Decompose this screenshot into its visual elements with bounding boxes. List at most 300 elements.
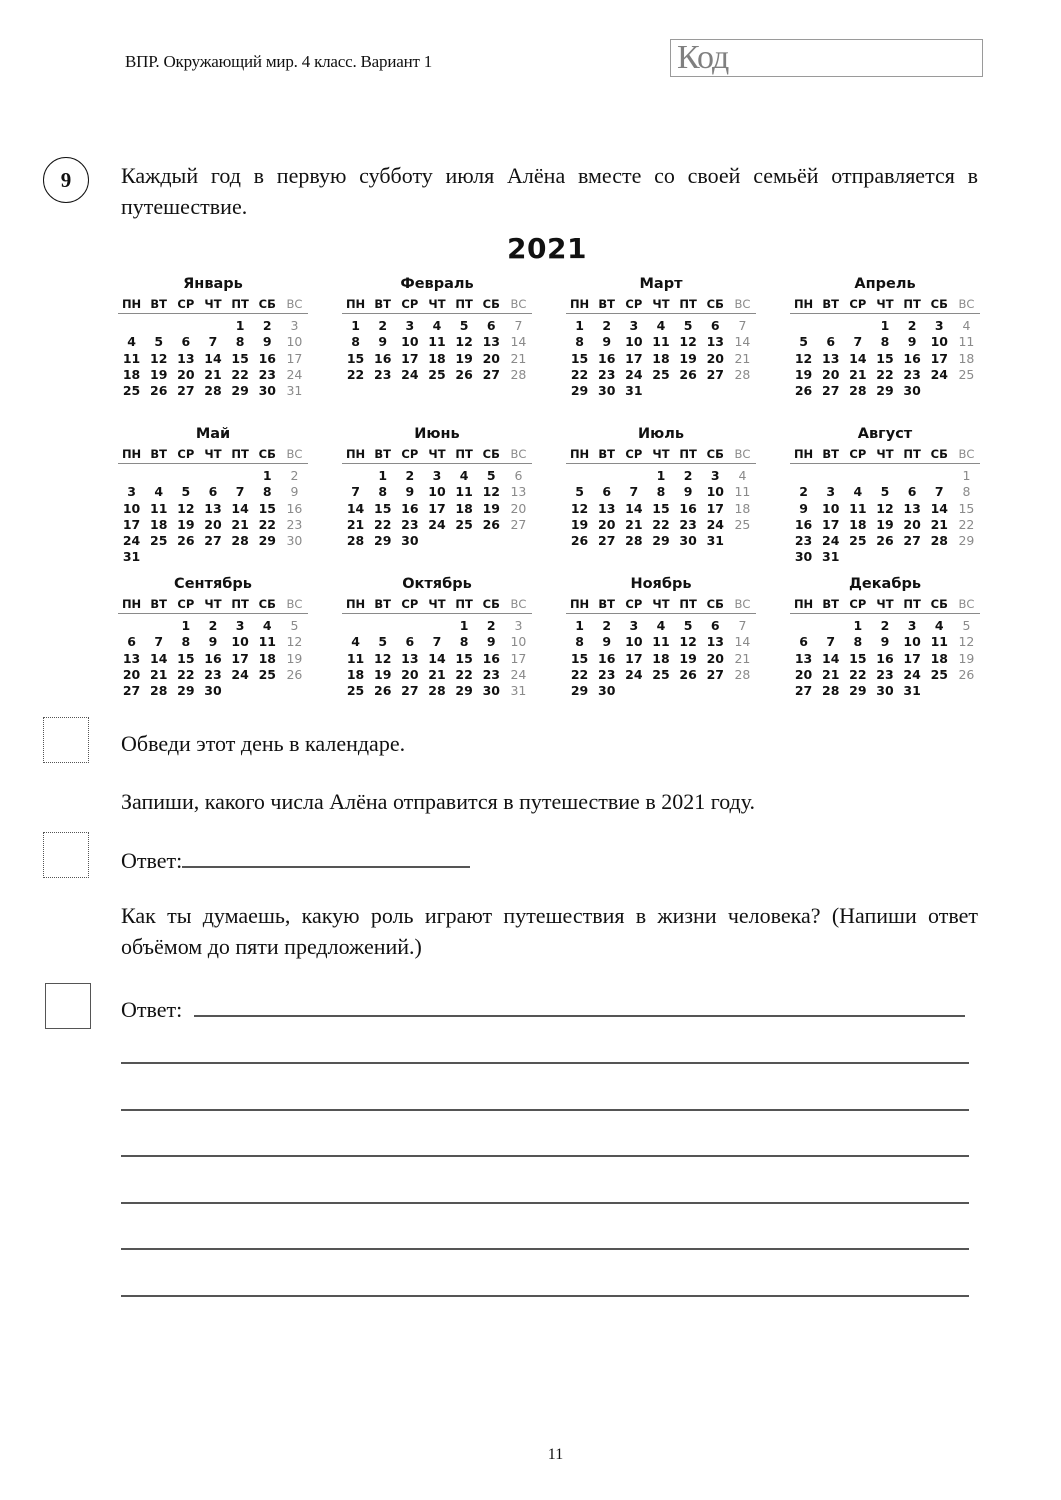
calendar-day[interactable]: 26 — [177, 533, 195, 549]
calendar-day[interactable]: 3 — [826, 484, 836, 500]
calendar-day[interactable]: 20 — [903, 516, 921, 532]
calendar-day[interactable]: 18 — [122, 366, 141, 382]
calendar-day[interactable]: 26 — [958, 666, 975, 682]
calendar-day[interactable]: 16 — [204, 650, 222, 666]
calendar-day[interactable]: 27 — [401, 683, 419, 699]
calendar-day[interactable]: 30 — [258, 383, 276, 399]
calendar-day[interactable]: 7 — [432, 634, 442, 650]
calendar-day[interactable]: 30 — [204, 683, 222, 699]
calendar-day[interactable]: 8 — [235, 334, 245, 350]
calendar-day[interactable]: 24 — [510, 666, 527, 682]
calendar-day[interactable]: 20 — [794, 666, 813, 682]
calendar-day[interactable]: 16 — [794, 516, 813, 532]
calendar-day[interactable]: 30 — [679, 533, 697, 549]
calendar-day[interactable]: 2 — [378, 318, 388, 333]
calendar-day[interactable]: 25 — [455, 516, 473, 532]
calendar-day[interactable]: 30 — [598, 383, 616, 399]
calendar-day[interactable]: 16 — [598, 350, 616, 366]
calendar-day[interactable]: 4 — [934, 618, 944, 633]
calendar-day[interactable]: 2 — [880, 618, 890, 633]
calendar-day[interactable]: 11 — [734, 484, 751, 500]
calendar-day[interactable]: 15 — [258, 500, 276, 516]
calendar-day[interactable]: 9 — [262, 334, 272, 350]
calendar-day[interactable]: 11 — [455, 484, 473, 500]
calendar-day[interactable]: 26 — [150, 383, 168, 399]
calendar-day[interactable]: 7 — [235, 484, 245, 500]
calendar-day[interactable]: 26 — [679, 366, 697, 382]
calendar-day[interactable]: 18 — [150, 516, 168, 532]
calendar-day[interactable]: 28 — [231, 533, 249, 549]
calendar-day[interactable]: 8 — [880, 334, 890, 350]
calendar-day[interactable]: 18 — [455, 500, 473, 516]
calendar-day[interactable]: 28 — [849, 383, 867, 399]
calendar-day[interactable]: 19 — [286, 650, 303, 666]
calendar-day[interactable]: 7 — [826, 634, 836, 650]
calendar-day[interactable]: 5 — [486, 468, 496, 483]
answer-input-date[interactable] — [182, 844, 470, 868]
calendar-day[interactable]: 13 — [822, 350, 840, 366]
calendar-day[interactable]: 3 — [629, 618, 639, 633]
calendar-day[interactable]: 31 — [286, 383, 303, 399]
calendar-day[interactable]: 9 — [378, 334, 388, 350]
calendar-day[interactable]: 27 — [122, 683, 141, 699]
calendar-day[interactable]: 4 — [656, 618, 666, 633]
calendar-day[interactable]: 25 — [958, 366, 975, 382]
calendar-day[interactable]: 8 — [378, 484, 388, 500]
calendar-day[interactable]: 16 — [876, 650, 894, 666]
calendar-day[interactable]: 26 — [876, 533, 894, 549]
calendar-day[interactable]: 7 — [154, 634, 164, 650]
calendar-day[interactable]: 1 — [853, 618, 863, 633]
calendar-day[interactable]: 5 — [378, 634, 388, 650]
calendar-day[interactable]: 10 — [510, 634, 527, 650]
calendar-day[interactable]: 9 — [405, 484, 415, 500]
calendar-day[interactable]: 22 — [455, 666, 473, 682]
calendar-day[interactable]: 3 — [934, 318, 944, 333]
calendar-day[interactable]: 22 — [570, 366, 589, 382]
calendar-day[interactable]: 3 — [127, 484, 136, 500]
calendar-day[interactable]: 19 — [374, 666, 392, 682]
calendar-day[interactable]: 11 — [150, 500, 168, 516]
calendar-day[interactable]: 21 — [231, 516, 249, 532]
answer-input-line-2[interactable] — [121, 1062, 969, 1064]
calendar-day[interactable]: 26 — [794, 383, 813, 399]
calendar-day[interactable]: 1 — [575, 618, 584, 633]
calendar-day[interactable]: 15 — [876, 350, 894, 366]
calendar-day[interactable]: 30 — [401, 533, 419, 549]
calendar-day[interactable]: 17 — [903, 650, 921, 666]
calendar-day[interactable]: 26 — [374, 683, 392, 699]
calendar-day[interactable]: 12 — [482, 484, 500, 500]
calendar-day[interactable]: 17 — [122, 516, 141, 532]
score-box-1[interactable] — [43, 717, 89, 763]
calendar-day[interactable]: 31 — [903, 683, 921, 699]
calendar-day[interactable]: 22 — [346, 366, 365, 382]
calendar-day[interactable]: 2 — [602, 318, 612, 333]
calendar-day[interactable]: 8 — [575, 334, 584, 350]
calendar-day[interactable]: 6 — [208, 484, 218, 500]
calendar-day[interactable]: 20 — [482, 350, 500, 366]
calendar-day[interactable]: 13 — [177, 350, 195, 366]
calendar-day[interactable]: 15 — [231, 350, 249, 366]
calendar-day[interactable]: 26 — [455, 366, 473, 382]
calendar-day[interactable]: 4 — [127, 334, 136, 350]
calendar-day[interactable]: 22 — [958, 516, 975, 532]
calendar-day[interactable]: 24 — [903, 666, 921, 682]
calendar-day[interactable]: 5 — [683, 318, 693, 333]
calendar-day[interactable]: 4 — [656, 318, 666, 333]
calendar-day[interactable]: 27 — [903, 533, 921, 549]
calendar-day[interactable]: 23 — [286, 516, 303, 532]
calendar-day[interactable]: 19 — [177, 516, 195, 532]
calendar-day[interactable]: 17 — [428, 500, 446, 516]
calendar-day[interactable]: 13 — [903, 500, 921, 516]
calendar-day[interactable]: 20 — [706, 650, 724, 666]
calendar-day[interactable]: 9 — [799, 500, 808, 516]
calendar-day[interactable]: 25 — [346, 683, 365, 699]
calendar-day[interactable]: 3 — [290, 318, 299, 333]
calendar-day[interactable]: 4 — [351, 634, 360, 650]
calendar-day[interactable]: 14 — [510, 334, 527, 350]
calendar-day[interactable]: 9 — [907, 334, 917, 350]
calendar-day[interactable]: 28 — [204, 383, 222, 399]
calendar-day[interactable]: 20 — [706, 350, 724, 366]
calendar-day[interactable]: 15 — [570, 650, 589, 666]
calendar-day[interactable]: 27 — [482, 366, 500, 382]
calendar-day[interactable]: 14 — [930, 500, 948, 516]
calendar-day[interactable]: 13 — [204, 500, 222, 516]
calendar-day[interactable]: 18 — [346, 666, 365, 682]
calendar-day[interactable]: 4 — [962, 318, 971, 333]
calendar-day[interactable]: 31 — [510, 683, 527, 699]
calendar-day[interactable]: 25 — [122, 383, 141, 399]
calendar-day[interactable]: 23 — [482, 666, 500, 682]
calendar-day[interactable]: 8 — [656, 484, 666, 500]
calendar-day[interactable]: 11 — [652, 634, 670, 650]
calendar-day[interactable]: 1 — [378, 468, 388, 483]
calendar-day[interactable]: 5 — [290, 618, 299, 633]
calendar-day[interactable]: 9 — [602, 334, 612, 350]
calendar-day[interactable]: 24 — [625, 666, 643, 682]
calendar-day[interactable]: 14 — [849, 350, 867, 366]
calendar-day[interactable]: 12 — [794, 350, 813, 366]
calendar-day[interactable]: 6 — [799, 634, 808, 650]
calendar-day[interactable]: 31 — [122, 549, 141, 565]
calendar-day[interactable]: 17 — [706, 500, 724, 516]
calendar-day[interactable]: 21 — [204, 366, 222, 382]
calendar-day[interactable]: 16 — [258, 350, 276, 366]
score-box-2[interactable] — [43, 832, 89, 878]
calendar-day[interactable]: 23 — [401, 516, 419, 532]
calendar-day[interactable]: 11 — [258, 634, 276, 650]
code-field[interactable] — [670, 39, 983, 77]
calendar-day[interactable]: 6 — [710, 318, 720, 333]
calendar-day[interactable]: 10 — [625, 634, 643, 650]
calendar-day[interactable]: 8 — [351, 334, 360, 350]
calendar-day[interactable]: 27 — [598, 533, 616, 549]
calendar-day[interactable]: 7 — [853, 334, 863, 350]
calendar-day[interactable]: 25 — [258, 666, 276, 682]
calendar-day[interactable]: 14 — [150, 650, 168, 666]
calendar-day[interactable]: 4 — [432, 318, 442, 333]
calendar-day[interactable]: 14 — [625, 500, 643, 516]
calendar-day[interactable]: 30 — [903, 383, 921, 399]
calendar-day[interactable]: 13 — [122, 650, 141, 666]
calendar-day[interactable]: 12 — [286, 634, 303, 650]
calendar-day[interactable]: 1 — [656, 468, 666, 483]
calendar-day[interactable]: 10 — [706, 484, 724, 500]
calendar-day[interactable]: 13 — [706, 634, 724, 650]
calendar-day[interactable]: 10 — [903, 634, 921, 650]
calendar-day[interactable]: 17 — [625, 650, 643, 666]
calendar-day[interactable]: 24 — [231, 666, 249, 682]
calendar-day[interactable]: 21 — [734, 350, 751, 366]
calendar-day[interactable]: 28 — [930, 533, 948, 549]
calendar-day[interactable]: 26 — [286, 666, 303, 682]
calendar-day[interactable]: 15 — [346, 350, 365, 366]
calendar-day[interactable]: 9 — [208, 634, 218, 650]
calendar-day[interactable]: 20 — [822, 366, 840, 382]
calendar-day[interactable]: 24 — [625, 366, 643, 382]
calendar-day[interactable]: 30 — [876, 683, 894, 699]
calendar-day[interactable]: 12 — [876, 500, 894, 516]
calendar-day[interactable]: 1 — [880, 318, 890, 333]
calendar-day[interactable]: 7 — [629, 484, 639, 500]
calendar-day[interactable]: 27 — [204, 533, 222, 549]
calendar-day[interactable]: 1 — [459, 618, 469, 633]
calendar-day[interactable]: 24 — [286, 366, 303, 382]
calendar-day[interactable]: 18 — [652, 650, 670, 666]
calendar-day[interactable]: 23 — [903, 366, 921, 382]
calendar-day[interactable]: 22 — [570, 666, 589, 682]
answer-input-line-4[interactable] — [121, 1155, 969, 1157]
calendar-day[interactable]: 4 — [262, 618, 272, 633]
calendar-day[interactable]: 7 — [738, 318, 747, 333]
calendar-day[interactable]: 13 — [510, 484, 527, 500]
calendar-day[interactable]: 18 — [849, 516, 867, 532]
calendar-day[interactable]: 8 — [459, 634, 469, 650]
calendar-day[interactable]: 20 — [204, 516, 222, 532]
calendar-day[interactable]: 1 — [351, 318, 360, 333]
calendar-day[interactable]: 22 — [652, 516, 670, 532]
calendar-day[interactable]: 21 — [428, 666, 446, 682]
calendar-day[interactable]: 10 — [122, 500, 141, 516]
calendar-day[interactable]: 7 — [738, 618, 747, 633]
calendar-day[interactable]: 10 — [286, 334, 303, 350]
calendar-day[interactable]: 29 — [455, 683, 473, 699]
calendar-day[interactable]: 31 — [822, 549, 840, 565]
calendar-day[interactable]: 7 — [514, 318, 523, 333]
calendar-day[interactable]: 11 — [958, 334, 975, 350]
calendar-day[interactable]: 2 — [907, 318, 917, 333]
calendar-day[interactable]: 4 — [738, 468, 747, 483]
calendar-day[interactable]: 29 — [374, 533, 392, 549]
calendar-day[interactable]: 11 — [930, 634, 948, 650]
calendar-day[interactable]: 19 — [455, 350, 473, 366]
calendar-day[interactable]: 10 — [231, 634, 249, 650]
calendar-day[interactable]: 3 — [405, 318, 415, 333]
calendar-day[interactable]: 6 — [602, 484, 612, 500]
calendar-day[interactable]: 21 — [849, 366, 867, 382]
calendar-day[interactable]: 3 — [710, 468, 720, 483]
calendar-day[interactable]: 25 — [150, 533, 168, 549]
calendar-day[interactable]: 25 — [930, 666, 948, 682]
calendar-day[interactable]: 3 — [514, 618, 523, 633]
calendar-day[interactable]: 27 — [822, 383, 840, 399]
calendar-day[interactable]: 18 — [428, 350, 446, 366]
calendar-day[interactable]: 23 — [374, 366, 392, 382]
calendar-day[interactable]: 13 — [482, 334, 500, 350]
calendar-day[interactable]: 2 — [405, 468, 415, 483]
calendar-day[interactable]: 20 — [177, 366, 195, 382]
calendar-day[interactable]: 9 — [486, 634, 496, 650]
calendar-day[interactable]: 24 — [122, 533, 141, 549]
calendar-day[interactable]: 11 — [346, 650, 365, 666]
calendar-day[interactable]: 6 — [826, 334, 836, 350]
calendar-day[interactable]: 18 — [652, 350, 670, 366]
calendar-day[interactable]: 2 — [486, 618, 496, 633]
calendar-day[interactable]: 27 — [510, 516, 527, 532]
calendar-day[interactable]: 28 — [428, 683, 446, 699]
calendar-day[interactable]: 23 — [876, 666, 894, 682]
calendar-day[interactable]: 5 — [799, 334, 808, 350]
calendar-day[interactable]: 1 — [962, 468, 971, 483]
calendar-day[interactable]: 6 — [127, 634, 136, 650]
calendar-day[interactable]: 26 — [482, 516, 500, 532]
calendar-day[interactable]: 28 — [625, 533, 643, 549]
calendar-day[interactable]: 11 — [652, 334, 670, 350]
answer-input-line-7[interactable] — [121, 1295, 969, 1297]
calendar-day[interactable]: 9 — [880, 634, 890, 650]
calendar-day[interactable]: 20 — [510, 500, 527, 516]
calendar-day[interactable]: 23 — [794, 533, 813, 549]
calendar-day[interactable]: 9 — [290, 484, 299, 500]
calendar-day[interactable]: 10 — [428, 484, 446, 500]
calendar-day[interactable]: 16 — [374, 350, 392, 366]
calendar-day[interactable]: 14 — [204, 350, 222, 366]
calendar-day[interactable]: 18 — [258, 650, 276, 666]
calendar-day[interactable]: 21 — [734, 650, 751, 666]
calendar-day[interactable]: 29 — [958, 533, 975, 549]
calendar-day[interactable]: 19 — [794, 366, 813, 382]
calendar-day[interactable]: 14 — [231, 500, 249, 516]
calendar-day[interactable]: 30 — [286, 533, 303, 549]
calendar-day[interactable]: 2 — [290, 468, 299, 483]
calendar-day[interactable]: 15 — [849, 650, 867, 666]
calendar-day[interactable]: 10 — [822, 500, 840, 516]
calendar-day[interactable]: 20 — [122, 666, 141, 682]
calendar-day[interactable]: 11 — [428, 334, 446, 350]
calendar-day[interactable]: 16 — [679, 500, 697, 516]
calendar-day[interactable]: 26 — [679, 666, 697, 682]
calendar-day[interactable]: 30 — [598, 683, 616, 699]
calendar-day[interactable]: 28 — [822, 683, 840, 699]
calendar-day[interactable]: 12 — [150, 350, 168, 366]
calendar-day[interactable]: 29 — [876, 383, 894, 399]
calendar-day[interactable]: 16 — [482, 650, 500, 666]
calendar-day[interactable]: 15 — [177, 650, 195, 666]
calendar-day[interactable]: 19 — [876, 516, 894, 532]
calendar-day[interactable]: 2 — [602, 618, 612, 633]
calendar-day[interactable]: 23 — [598, 366, 616, 382]
calendar-day[interactable]: 11 — [122, 350, 141, 366]
calendar-day[interactable]: 3 — [907, 618, 917, 633]
calendar-day[interactable]: 17 — [625, 350, 643, 366]
calendar-day[interactable]: 1 — [575, 318, 584, 333]
calendar-day[interactable]: 25 — [652, 366, 670, 382]
calendar-day[interactable]: 19 — [482, 500, 500, 516]
calendar-day[interactable]: 21 — [822, 666, 840, 682]
calendar-day[interactable]: 29 — [258, 533, 276, 549]
calendar-day[interactable]: 5 — [459, 318, 469, 333]
calendar-day[interactable]: 22 — [258, 516, 276, 532]
calendar-day[interactable]: 6 — [405, 634, 415, 650]
calendar-day[interactable]: 17 — [930, 350, 948, 366]
calendar-day[interactable]: 19 — [679, 350, 697, 366]
calendar-day[interactable]: 7 — [208, 334, 218, 350]
calendar-day[interactable]: 6 — [181, 334, 191, 350]
calendar-day[interactable]: 22 — [876, 366, 894, 382]
calendar-day[interactable]: 6 — [710, 618, 720, 633]
calendar-day[interactable]: 17 — [510, 650, 527, 666]
calendar-day[interactable]: 6 — [514, 468, 523, 483]
calendar-day[interactable]: 14 — [428, 650, 446, 666]
calendar-day[interactable]: 4 — [154, 484, 164, 500]
calendar-day[interactable]: 1 — [262, 468, 272, 483]
calendar-day[interactable]: 7 — [934, 484, 944, 500]
calendar-day[interactable]: 9 — [683, 484, 693, 500]
calendar-day[interactable]: 13 — [598, 500, 616, 516]
calendar-day[interactable]: 6 — [486, 318, 496, 333]
calendar-day[interactable]: 22 — [849, 666, 867, 682]
calendar-day[interactable]: 2 — [262, 318, 272, 333]
calendar-day[interactable]: 25 — [734, 516, 751, 532]
calendar-day[interactable]: 15 — [570, 350, 589, 366]
calendar-day[interactable]: 10 — [625, 334, 643, 350]
calendar-day[interactable]: 19 — [679, 650, 697, 666]
calendar-day[interactable]: 13 — [706, 334, 724, 350]
calendar-day[interactable]: 8 — [181, 634, 191, 650]
calendar-day[interactable]: 7 — [351, 484, 360, 500]
calendar-day[interactable]: 22 — [231, 366, 249, 382]
calendar-day[interactable]: 30 — [482, 683, 500, 699]
calendar-day[interactable]: 16 — [286, 500, 303, 516]
calendar-day[interactable]: 14 — [822, 650, 840, 666]
calendar-day[interactable]: 28 — [150, 683, 168, 699]
calendar-day[interactable]: 29 — [231, 383, 249, 399]
calendar-day[interactable]: 27 — [177, 383, 195, 399]
calendar-day[interactable]: 27 — [706, 366, 724, 382]
calendar-day[interactable]: 14 — [734, 634, 751, 650]
calendar-day[interactable]: 30 — [794, 549, 813, 565]
score-box-3[interactable] — [45, 983, 91, 1029]
calendar-day[interactable]: 20 — [598, 516, 616, 532]
calendar-day[interactable]: 21 — [930, 516, 948, 532]
calendar-day[interactable]: 27 — [794, 683, 813, 699]
calendar-day[interactable]: 19 — [150, 366, 168, 382]
calendar-day[interactable]: 24 — [822, 533, 840, 549]
calendar-day[interactable]: 15 — [374, 500, 392, 516]
calendar-day[interactable]: 25 — [428, 366, 446, 382]
calendar-day[interactable]: 18 — [734, 500, 751, 516]
calendar-day[interactable]: 12 — [679, 334, 697, 350]
answer-input-line-6[interactable] — [121, 1248, 969, 1250]
calendar-day[interactable]: 15 — [958, 500, 975, 516]
calendar-day[interactable]: 17 — [286, 350, 303, 366]
calendar-day[interactable]: 21 — [625, 516, 643, 532]
calendar-day[interactable]: 5 — [880, 484, 890, 500]
calendar-day[interactable]: 31 — [706, 533, 724, 549]
